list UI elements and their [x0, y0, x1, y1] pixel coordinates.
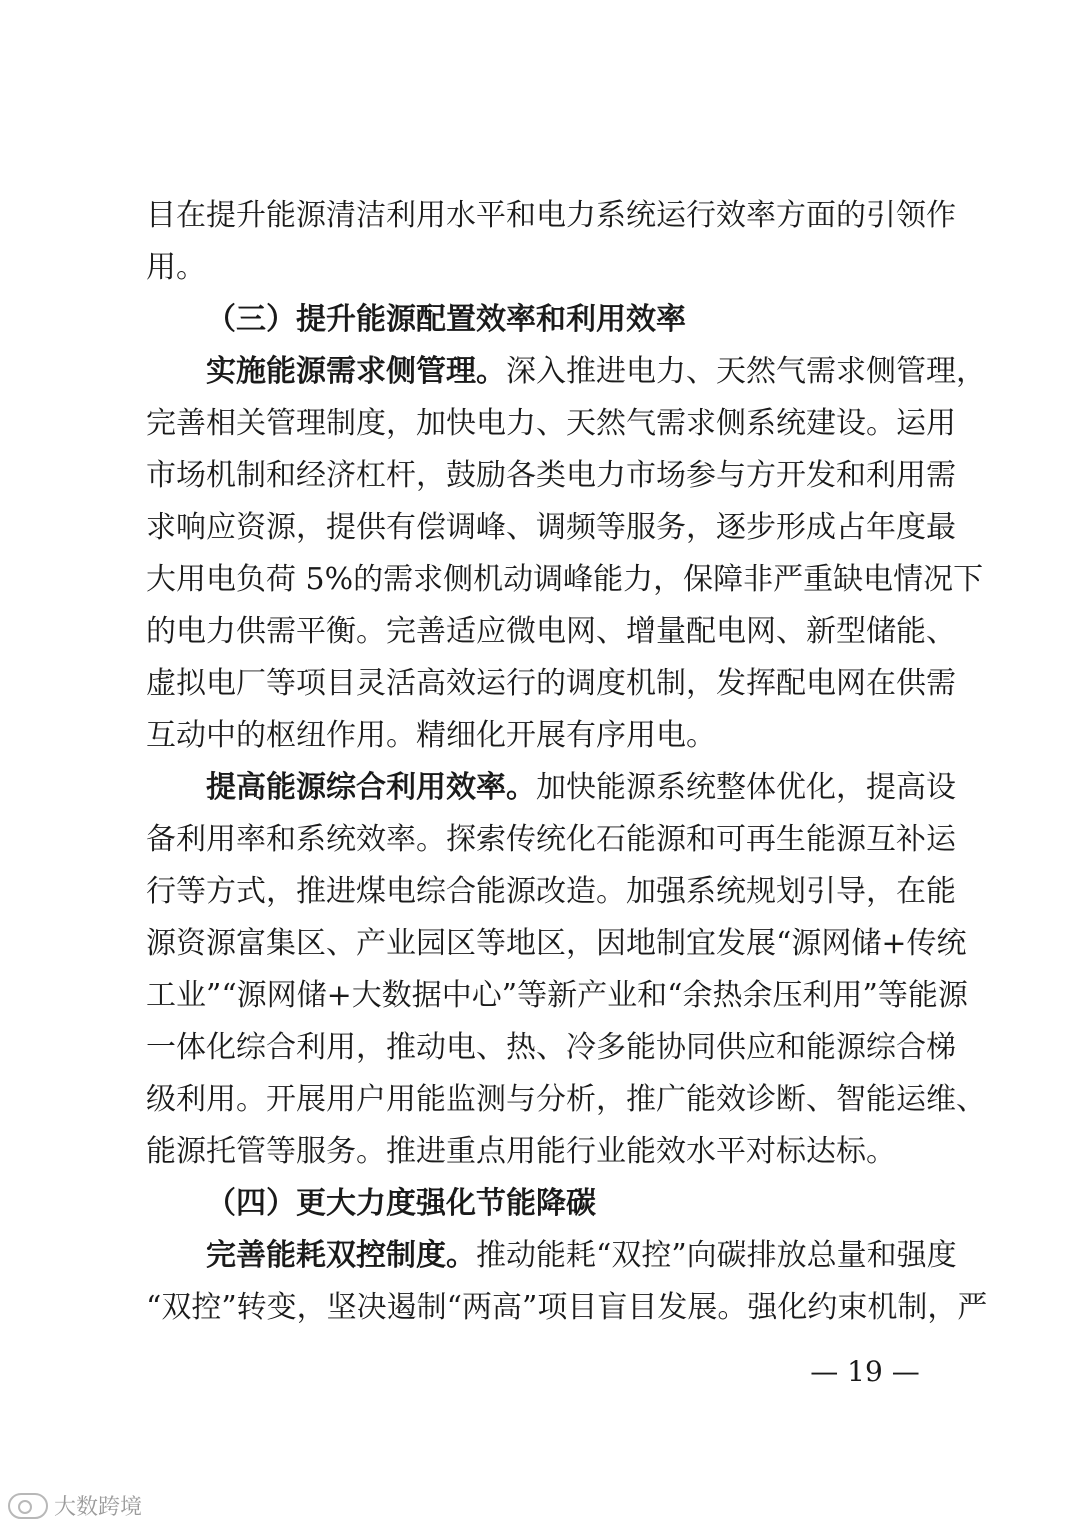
page-number: — 19 — [810, 1355, 920, 1388]
paragraph-start [146, 346, 986, 398]
paragraph-start [146, 762, 956, 814]
watermark [8, 1490, 142, 1521]
paragraph-start [146, 1230, 957, 1282]
text-line: 大用电负荷 5%的需求侧机动调峰能力，保障非严重缺电情况下 [146, 562, 984, 597]
text-line: 备利用率和系统效率。探索传统化石能源和可再生能源互补运 [146, 822, 956, 857]
text-line: 虚拟电厂等项目灵活高效运行的调度机制，发挥配电网在供需 [146, 666, 956, 701]
paragraph-text: 推动能耗“双控”向碳排放总量和强度 [476, 1238, 957, 1273]
text-line: 目在提升能源清洁利用水平和电力系统运行效率方面的引领作 [146, 198, 956, 233]
text-line: 工业”“源网储+大数据中心”等新产业和“余热余压利用”等能源 [146, 978, 968, 1013]
paragraph-text: 加快能源系统整体优化，提高设 [536, 770, 956, 805]
section-heading-3: （三）提升能源配置效率和利用效率 [206, 302, 686, 337]
document-body [146, 190, 988, 1334]
text-line: 完善相关管理制度，加快电力、天然气需求侧系统建设。运用 [146, 406, 956, 441]
text-line: 行等方式，推进煤电综合能源改造。加强系统规划引导，在能 [146, 874, 956, 909]
text-line: 能源托管等服务。推进重点用能行业能效水平对标达标。 [146, 1134, 896, 1169]
paragraph-text: 深入推进电力、天然气需求侧管理， [506, 354, 986, 389]
watermark-logo-icon [8, 1493, 48, 1519]
text-line: “双控”转变，坚决遏制“两高”项目盲目发展。强化约束机制，严 [146, 1290, 988, 1325]
text-line: 互动中的枢纽作用。精细化开展有序用电。 [146, 718, 716, 753]
paragraph-lead: 完善能耗双控制度。 [206, 1238, 476, 1273]
text-line: 求响应资源，提供有偿调峰、调频等服务，逐步形成占年度最 [146, 510, 956, 545]
text-line: 源资源富集区、产业园区等地区，因地制宜发展“源网储+传统 [146, 926, 967, 961]
text-line: 市场机制和经济杠杆，鼓励各类电力市场参与方开发和利用需 [146, 458, 956, 493]
paragraph-lead: 实施能源需求侧管理。 [206, 354, 506, 389]
text-line: 用。 [146, 250, 206, 285]
section-heading-4: （四）更大力度强化节能降碳 [206, 1186, 596, 1221]
text-line: 一体化综合利用，推动电、热、冷多能协同供应和能源综合梯 [146, 1030, 956, 1065]
watermark-text: 大数跨境 [54, 1495, 143, 1520]
text-line: 级利用。开展用户用能监测与分析，推广能效诊断、智能运维、 [146, 1082, 986, 1117]
text-line: 的电力供需平衡。完善适应微电网、增量配电网、新型储能、 [146, 614, 956, 649]
paragraph-lead: 提高能源综合利用效率。 [206, 770, 536, 805]
